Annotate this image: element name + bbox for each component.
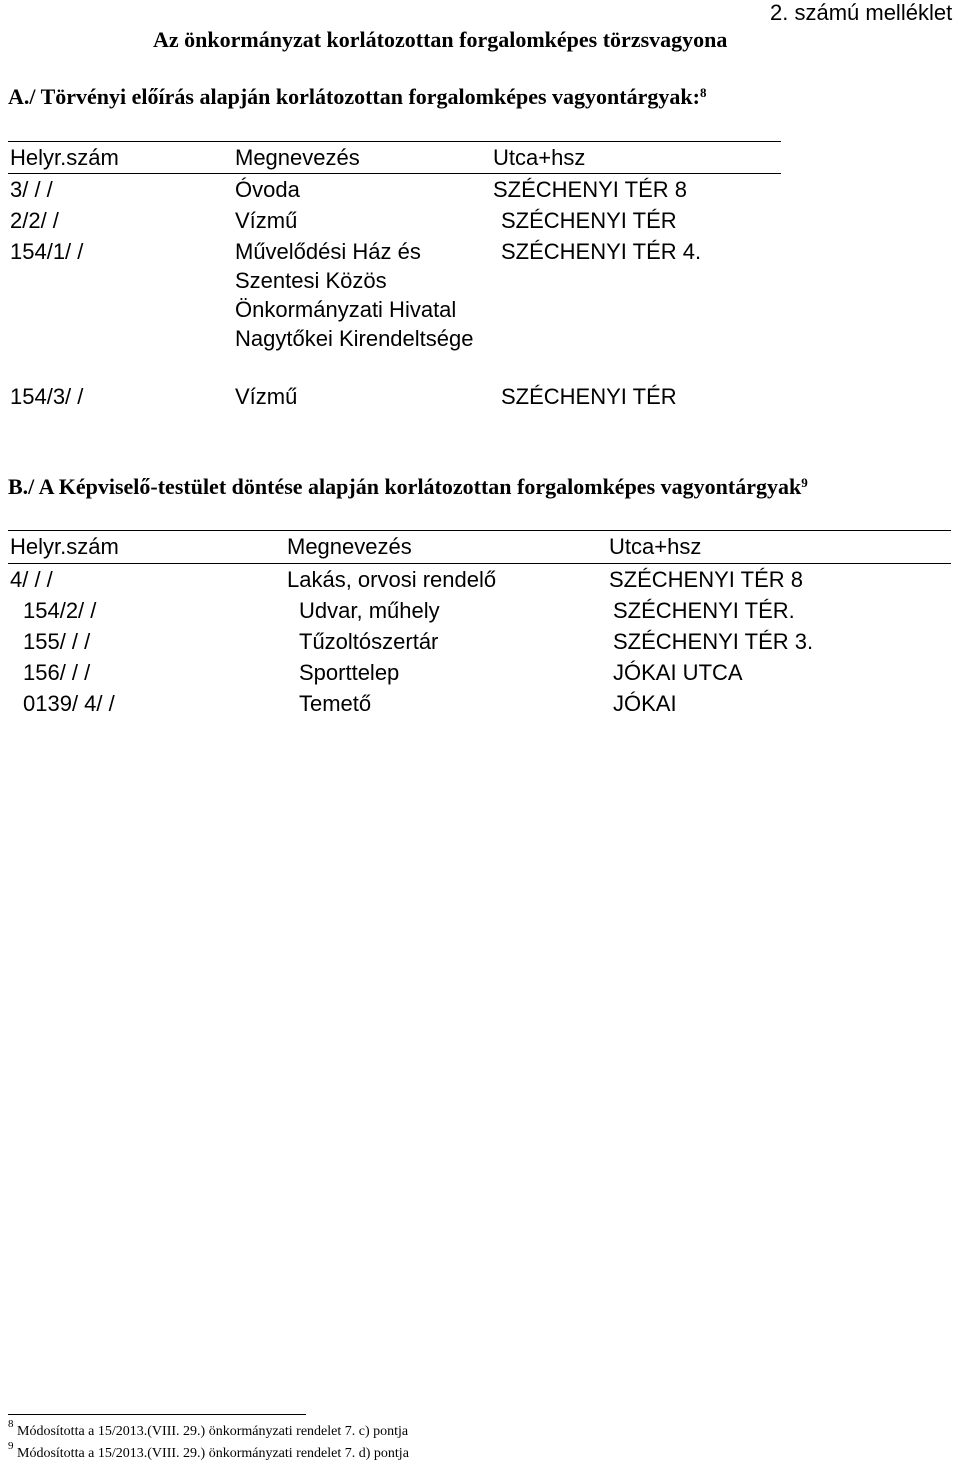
row-address: SZÉCHENYI TÉR 8 bbox=[609, 567, 803, 592]
table-a-header-rule bbox=[8, 173, 781, 174]
table-b-header-utca: Utca+hsz bbox=[609, 534, 702, 559]
table-a-header-utca: Utca+hsz bbox=[493, 145, 586, 170]
row-name: Vízmű bbox=[235, 384, 298, 409]
row-address: SZÉCHENYI TÉR 4. bbox=[501, 239, 702, 264]
footnote-ref-8: 8 bbox=[699, 85, 707, 100]
page-title: Az önkormányzat korlátozottan forgalomképes törzsvagyona bbox=[153, 27, 728, 52]
row-name: Sporttelep bbox=[299, 660, 400, 685]
row-address: SZÉCHENYI TÉR 8 bbox=[493, 177, 687, 202]
table-a-top-rule bbox=[8, 141, 781, 142]
row-name: Művelődési Ház és Szentesi Közös Önkormányzati Hivatal Nagytőkei Kirendeltsége bbox=[235, 239, 474, 351]
footnote-text: Módosította a 15/2013.(VIII. 29.) önkormányzati rendelet 7. c) pontja bbox=[17, 1424, 409, 1439]
section-a-heading bbox=[8, 84, 706, 110]
section-b-heading-text: B./ A Képviselő-testület döntése alapján korlátozottan forgalomképes vagyontárgyak bbox=[8, 474, 802, 499]
row-helyr: 154/1/ / bbox=[10, 239, 84, 264]
row-name: Vízmű bbox=[235, 208, 298, 233]
footnote-number: 9 bbox=[8, 1440, 14, 1452]
row-name: Óvoda bbox=[235, 177, 300, 202]
row-address: SZÉCHENYI TÉR bbox=[501, 208, 677, 233]
row-address: SZÉCHENYI TÉR bbox=[501, 384, 677, 409]
footnote-number: 8 bbox=[8, 1418, 14, 1430]
row-helyr: 0139/ 4/ / bbox=[23, 691, 115, 716]
table-b-header-megnevezes: Megnevezés bbox=[287, 534, 412, 559]
footnote-8 bbox=[8, 1418, 409, 1440]
row-helyr: 3/ / / bbox=[10, 177, 53, 202]
row-helyr: 154/3/ / bbox=[10, 384, 84, 409]
footnote-separator bbox=[8, 1414, 306, 1415]
row-address: SZÉCHENYI TÉR. bbox=[613, 598, 795, 623]
footnote-text: Módosította a 15/2013.(VIII. 29.) önkormányzati rendelet 7. d) pontja bbox=[17, 1446, 409, 1461]
table-b-header-helyr: Helyr.szám bbox=[10, 534, 119, 559]
row-address: JÓKAI UTCA bbox=[613, 660, 743, 685]
row-helyr: 156/ / / bbox=[23, 660, 91, 685]
row-helyr: 2/2/ / bbox=[10, 208, 59, 233]
row-name: Tűzoltószertár bbox=[299, 629, 439, 654]
row-name: Udvar, műhely bbox=[299, 598, 440, 623]
row-name: Lakás, orvosi rendelő bbox=[287, 567, 497, 592]
footnote-ref-9: 9 bbox=[801, 475, 808, 490]
table-b-header-rule bbox=[8, 563, 951, 564]
section-b-heading bbox=[8, 474, 808, 500]
table-a-header-megnevezes: Megnevezés bbox=[235, 145, 360, 170]
row-name: Temető bbox=[299, 691, 372, 716]
table-a-header-helyr: Helyr.szám bbox=[10, 145, 119, 170]
section-a-heading-text: A./ Törvényi előírás alapján korlátozottan forgalomképes vagyontárgyak: bbox=[8, 84, 700, 109]
annex-label: 2. számú melléklet bbox=[770, 0, 953, 25]
row-address: SZÉCHENYI TÉR 3. bbox=[613, 629, 814, 654]
row-helyr: 155/ / / bbox=[23, 629, 91, 654]
row-helyr: 4/ / / bbox=[10, 567, 53, 592]
row-helyr: 154/2/ / bbox=[23, 598, 97, 623]
row-address: JÓKAI bbox=[613, 691, 677, 716]
table-b-top-rule bbox=[8, 530, 951, 531]
footnote-9 bbox=[8, 1440, 409, 1462]
